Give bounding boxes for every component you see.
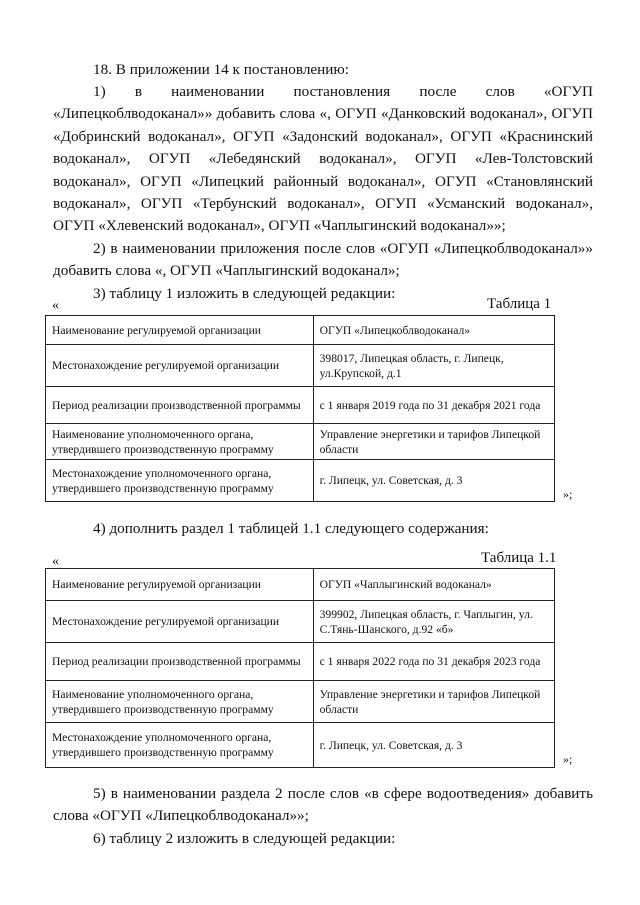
table-2-open-quote: « [52,554,59,569]
table-cell-label: Местонахождение регулируемой организации [46,601,314,643]
table-cell-label: Местонахождение уполномоченного органа, утвердившего производственную программу [46,723,314,768]
table-row [46,643,555,681]
table-cell-value: с 1 января 2019 года по 31 декабря 2021 года [313,387,554,424]
table-2-caption: Таблица 1.1 [481,550,557,566]
table-cell-value: ОГУП «Липецкоблводоканал» [313,316,554,345]
table-row [46,601,555,643]
item-1-line: «Липецкоблводоканал»» добавить слова «, ОГУП «Данковский водоканал», ОГУП [53,105,593,122]
table-cell-value: Управление энергетики и тарифов Липецкой области [313,424,554,460]
item-1-line: водоканал», ОГУП «Липецкий районный водоканал», ОГУП «Становлянский [53,173,593,190]
table-cell-label: Местонахождение регулируемой организации [46,345,314,387]
table-1-open-quote: « [52,298,59,313]
table-2-close-quote: »; [563,752,573,766]
table-cell-value: 398017, Липецкая область, г. Липецк, ул.Крупской, д.1 [313,345,554,387]
item-1-line: «Добринский водоканал», ОГУП «Задонский водоканал», ОГУП «Краснинский [53,128,593,145]
table-row [46,723,555,768]
table-cell-value: 399902, Липецкая область, г. Чаплыгин, ул. С.Тянь-Шанского, д.92 «б» [313,601,554,643]
table-1-close-quote: »; [563,487,573,501]
section-18-heading: 18. В приложении 14 к постановлению: [93,61,349,78]
table-row [46,681,555,723]
table-row [46,569,555,601]
table-cell-label: Наименование уполномоченного органа, утвердившего производственную программу [46,424,314,460]
table-1 [45,315,555,502]
table-cell-value: ОГУП «Чаплыгинский водоканал» [313,569,554,601]
item-6-paragraph: 6) таблицу 2 изложить в следующей редакции: [93,830,396,847]
table-1-1 [45,568,555,768]
item-1-line: ОГУП «Хлевенский водоканал», ОГУП «Чаплыгинский водоканал»»; [53,217,506,234]
table-cell-value: г. Липецк, ул. Советская, д. 3 [313,460,554,502]
table-1-caption: Таблица 1 [487,296,552,312]
item-1-line: водоканал», ОГУП «Тербунский водоканал», ОГУП «Усманский водоканал», [53,195,593,212]
table-row [46,345,555,387]
table-cell-label: Наименование уполномоченного органа, утвердившего производственную программу [46,681,314,723]
item-5-line: 5) в наименовании раздела 2 после слов «в сфере водоотведения» добавить [93,785,593,802]
item-1-line: водоканал», ОГУП «Лебедянский водоканал», ОГУП «Лев-Толстовский [53,150,593,167]
table-row [46,316,555,345]
item-2-line: добавить слова «, ОГУП «Чаплыгинский водоканал»; [53,262,400,279]
item-4-paragraph: 4) дополнить раздел 1 таблицей 1.1 следующего содержания: [93,520,489,537]
table-cell-label: Наименование регулируемой организации [46,316,314,345]
item-3-paragraph: 3) таблицу 1 изложить в следующей редакции: [93,285,396,302]
table-cell-label: Период реализации производственной программы [46,387,314,424]
table-row [46,424,555,460]
item-2-line: 2) в наименовании приложения после слов «ОГУП «Липецкоблводоканал»» [93,240,593,257]
table-cell-value: г. Липецк, ул. Советская, д. 3 [313,723,554,768]
table-cell-value: Управление энергетики и тарифов Липецкой области [313,681,554,723]
table-cell-value: с 1 января 2022 года по 31 декабря 2023 года [313,643,554,681]
table-cell-label: Местонахождение уполномоченного органа, утвердившего производственную программу [46,460,314,502]
table-cell-label: Наименование регулируемой организации [46,569,314,601]
item-5-line: слова «ОГУП «Липецкоблводоканал»»; [53,807,309,824]
table-row [46,460,555,502]
item-1-line: 1) в наименовании постановления после слов «ОГУП [93,83,593,100]
table-cell-label: Период реализации производственной программы [46,643,314,681]
table-row [46,387,555,424]
